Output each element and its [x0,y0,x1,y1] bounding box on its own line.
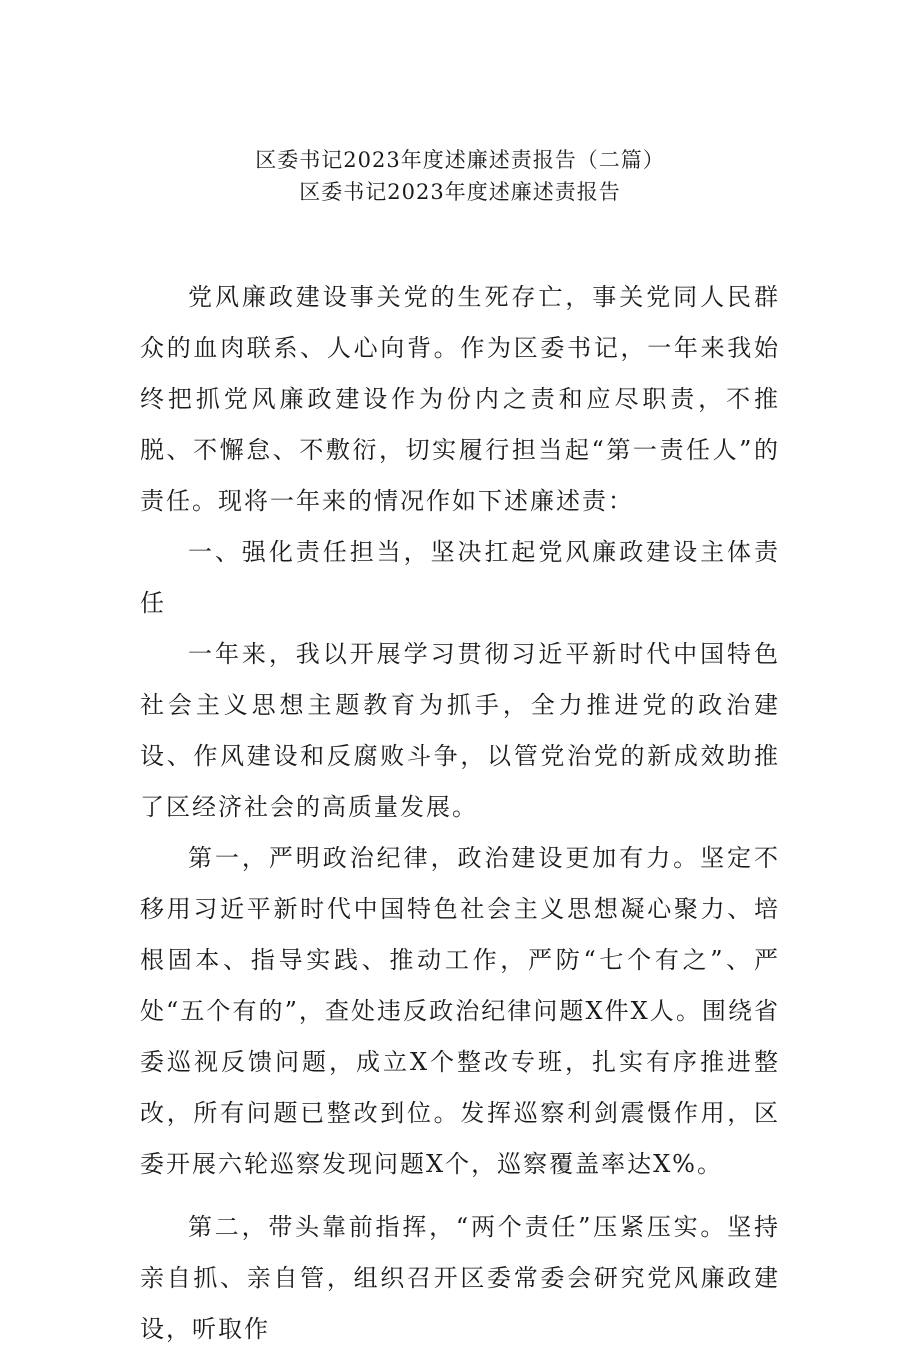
section-heading: 一、强化责任担当，坚决扛起党风廉政建设主体责任 [140,538,780,617]
document-subtitle: 区委书记2023年度述廉述责报告 [299,180,621,204]
title-block [0,144,920,208]
section-body-paragraph: 一年来，我以开展学习贯彻习近平新时代中国特色社会主义思想主题教育为抓手，全力推进党的政治建设、作风建设和反腐败斗争，以管党治党的新成效助推了区经济社会的高质量发展。 [140,640,780,821]
point-one-paragraph: 第一，严明政治纪律，政治建设更加有力。坚定不移用习近平新时代中国特色社会主义思想凝心聚力、培根固本、指导实践、推动工作，严防“七个有之”、严处“五个有的”，查处违反政治纪律问题X件X人。围绕省委巡视反馈问题，成立X个整改专班，扎实有序推进整改，所有问题已整改到位。发挥巡察利剑震慑作用，区委开展六轮巡察发现问题X个，巡察覆盖率达X%。 [140,844,780,1178]
intro-paragraph: 党风廉政建设事关党的生死存亡，事关党同人民群众的血肉联系、人心向背。作为区委书记，一年来我始终把抓党风廉政建设作为份内之责和应尽职责，不推脱、不懈怠、不敷衍，切实履行担当起“第一责任人”的责任。现将一年来的情况作如下述廉述责： [140,283,780,515]
document-title: 区委书记2023年度述廉述责报告（二篇） [255,148,665,172]
paragraph-gap [140,1190,780,1202]
point-two-paragraph: 第二，带头靠前指挥，“两个责任”压紧压实。坚持亲自抓、亲自管，组织召开区委常委会研究党风廉政建设，听取作 [140,1213,780,1343]
document-body [140,272,780,1355]
